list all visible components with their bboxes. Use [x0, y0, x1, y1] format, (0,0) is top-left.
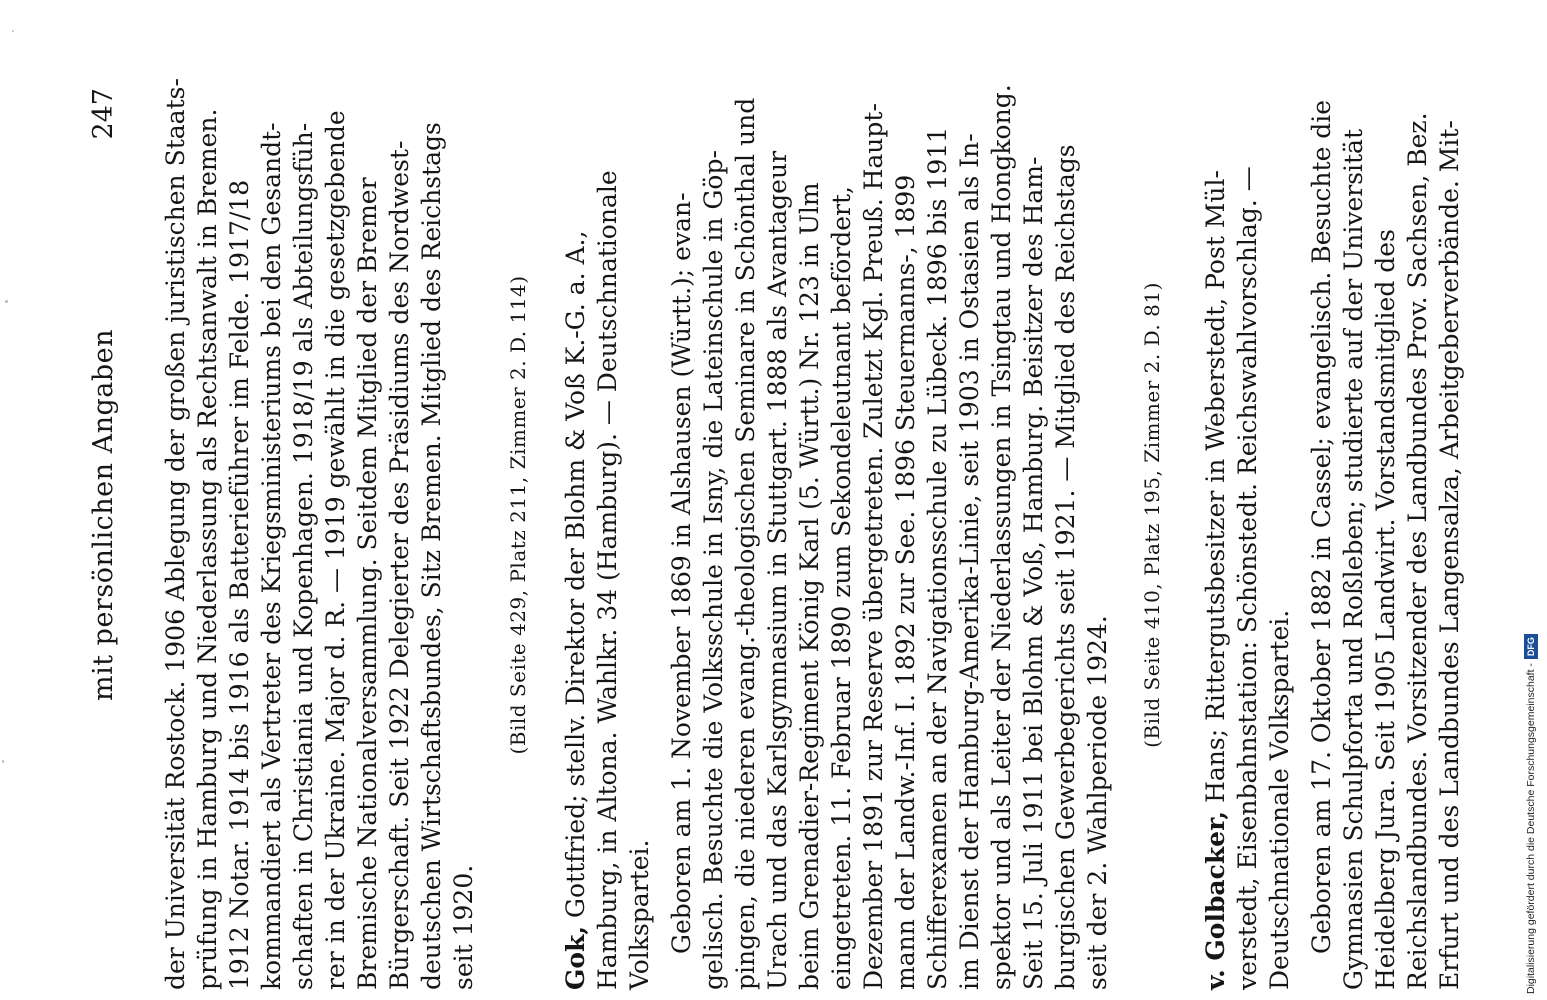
biography-entry-continued: [160, 40, 534, 990]
text-line: Bremische Nationalversammlung. Seitdem Mitglied der Bremer: [353, 177, 382, 990]
text-line: Deutschnationale Volkspartei.: [1265, 609, 1294, 990]
text-line: [560, 40, 592, 990]
text-line: verstedt, Eisenbahnstation: Schönstedt. Reichswahlvorschlag. —: [1233, 166, 1262, 990]
text-line: burgischen Gewerbegerichts seit 1921. — Mitglied des Reichstags: [1051, 144, 1080, 990]
text-line: beim Grenadier-Regiment König Karl (5. Württ.) Nr. 123 in Ulm: [795, 182, 824, 990]
scan-speck: [12, 30, 14, 32]
text-line: pingen, die niederen evang.-theologischen Seminare in Schönthal und: [731, 97, 760, 990]
text-line: eingetreten. 11. Februar 1890 zum Sekondeleutnant befördert,: [827, 185, 856, 990]
text-line: Seit 15. Juli 1911 bei Blohm & Voß, Hamburg. Beisitzer des Ham-: [1019, 156, 1048, 990]
heading-text: Hans; Rittergutsbesitzer in Weberstedt, Post Mül-: [1201, 170, 1230, 811]
heading-text: Gottfried; stellv. Direktor der Blohm & Voß K.-G. a. A.,: [561, 230, 590, 926]
biography-entry-gok: [560, 40, 1168, 990]
entry-heading: [1200, 40, 1296, 990]
text-line: prüfung in Hamburg und Niederlassung als Rechtsanwalt in Bremen.: [193, 108, 222, 990]
running-title: mit persönlichen Angaben: [88, 329, 119, 701]
surname: v. Golbacker,: [1201, 810, 1230, 990]
entry-body: [1306, 40, 1466, 990]
entry-text: [160, 40, 480, 990]
text-line: Geboren am 1. November 1869 in Alshausen (Württ.); evan-: [667, 192, 696, 954]
text-line: mann der Landw.-Inf. I. 1892 zur See. 1896 Steuermanns-, 1899: [891, 174, 920, 990]
text-line: seit der 2. Wahlperiode 1924.: [1083, 615, 1112, 990]
text-line: Reichslandbundes. Vorsitzender des Landbundes Prov. Sachsen, Bez.: [1403, 112, 1432, 990]
text-line: Volkspartei.: [625, 839, 654, 990]
text-line: Bürgerschaft. Seit 1922 Delegierter des Präsidiums des Nordwest-: [385, 140, 414, 990]
surname: Gok,: [561, 925, 590, 990]
text-line: Hamburg, in Altona. Wahlkr. 34 (Hamburg). — Deutschnationale: [593, 170, 622, 990]
dfg-logo: DFG: [1524, 634, 1538, 659]
text-line: deutschen Wirtschaftsbundes, Sitz Bremen. Mitglied des Reichstags: [417, 122, 446, 990]
text-line: rer in der Ukraine. Major d. R. — 1919 gewählt in die gesetzgebende: [321, 110, 350, 990]
entry-heading: [560, 40, 656, 990]
text-line: der Universität Rostock. 1906 Ablegung der großen juristischen Staats-: [161, 78, 190, 990]
photo-reference: (Bild Seite 410, Platz 195, Zimmer 2. D. 81): [1140, 282, 1164, 748]
text-line: Schifferexamen an der Navigationsschule zu Lübeck. 1896 bis 1911: [923, 126, 952, 990]
text-line: Erfurt und des Landbundes Langensalza, Arbeitgeberverbände. Mit-: [1435, 120, 1464, 990]
page-number: 247: [88, 88, 119, 140]
scan-speck: [2, 760, 4, 763]
text-line: 1912 Notar. 1914 bis 1916 als Batterieführer im Felde. 1917/18: [225, 179, 254, 990]
text-line: Urach und das Karlsgymnasium in Stuttgart. 1888 als Avantageur: [763, 150, 792, 990]
scan-speck: [5, 300, 8, 303]
running-head: [88, 40, 128, 990]
digitization-credit: [1520, 4, 1542, 994]
text-line: spektor und als Leiter der Niederlassungen in Tsingtau und Hongkong.: [987, 84, 1016, 990]
text-line: schaften in Christiania und Kopenhagen. 1918/19 als Abteilungsfüh-: [289, 122, 318, 990]
text-line: Gymnasien Schulpforta und Roßleben; studierte auf der Universität: [1339, 128, 1368, 990]
text-line: Heidelberg Jura. Seit 1905 Landwirt. Vorstandsmitglied des: [1371, 229, 1400, 990]
text-line: Dezember 1891 zur Reserve übergetreten. Zuletzt Kgl. Preuß. Haupt-: [859, 103, 888, 990]
text-line: Geboren am 17. Oktober 1882 in Cassel; evangelisch. Besuchte die: [1307, 99, 1336, 954]
credit-text: Digitalisierung gefördert durch die Deutsche Forschungsgemeinschaft -: [1525, 663, 1537, 994]
text-line: kommandiert als Vertreter des Kriegsministeriums bei den Gesandt-: [257, 122, 286, 990]
text-line: gelisch. Besuchte die Volksschule in Isny, die Lateinschule in Göp-: [699, 150, 728, 990]
text-line: [1200, 40, 1232, 990]
photo-reference: (Bild Seite 429, Platz 211, Zimmer 2. D. 114): [506, 275, 530, 755]
text-line: seit 1920.: [449, 864, 478, 990]
rotated-page: [40, 40, 1505, 990]
biography-entry-golbacker: [1200, 40, 1466, 990]
entry-body: [666, 40, 1114, 990]
text-line: im Dienst der Hamburg-Amerika-Linie, seit 1903 in Ostasien als In-: [955, 133, 984, 990]
